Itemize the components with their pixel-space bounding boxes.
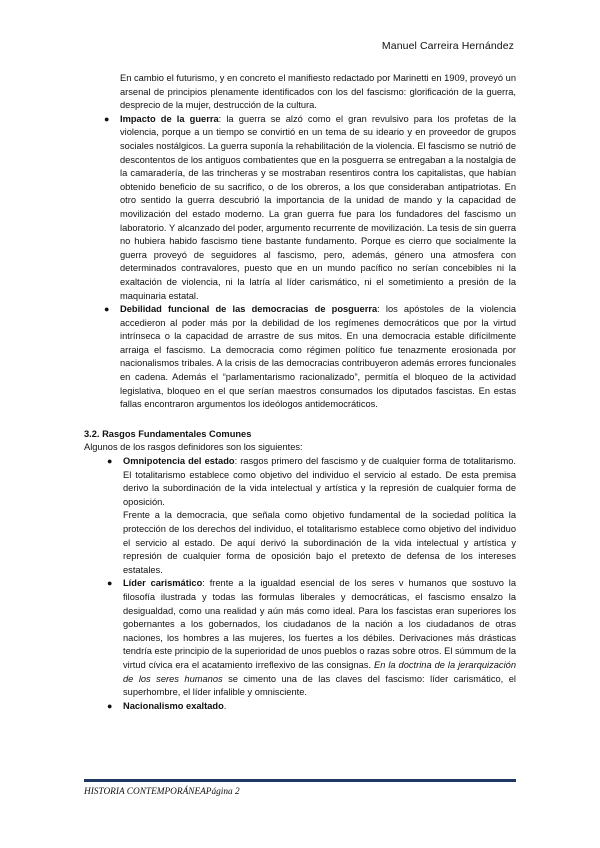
bullet-impacto-guerra (84, 113, 516, 303)
section-lead: Algunos de los rasgos definidores son los siguientes: (84, 442, 303, 453)
omnipotencia-continuation: Frente a la democracia, que señala como objetivo fundamental de la sociedad política la protección de los derechos del individuo, el totalitarismo establece como objetivo del individuo el servicio al estado. De aquí derivó la subordinación de la vida intelectual y artística y represión de cualquier forma de oposición bajo el pretexto de defensa de los intereses estatales. (123, 510, 516, 575)
bullet-italic-text: En la doctrina de la jerarquización de los seres humanos (123, 659, 516, 684)
bullet-text: se cimento una de las claves del fascismo: líder carismático, el superhombre, el líder infalible y omnisciente. (123, 673, 516, 698)
page-body (84, 72, 516, 713)
bullet-nacionalismo (84, 700, 516, 714)
bullet-icon: ● (104, 304, 110, 315)
footer-text: HISTORIA CONTEMPORÁNEAPágina 2 (84, 787, 240, 797)
bullet-text: : rasgos primero del fascismo y de cualquier forma de totalitarismo. El totalitarismo establece como objetivo del individuo el servicio al estado. De esta premisa derivo la subordinación de la vida intelectual y artística y la represión de cualquier forma de oposición. (123, 456, 516, 507)
bullet-title: Nacionalismo exaltado (123, 700, 224, 711)
bullet-title: Debilidad funcional de las democracias de posguerra (120, 304, 378, 315)
footer-divider (84, 779, 516, 782)
section-heading: 3.2. Rasgos Fundamentales Comunes (84, 428, 252, 439)
bullet-title: Líder carismático (123, 578, 203, 589)
bullet-omnipotencia (84, 455, 516, 509)
bullet-icon: ● (104, 113, 110, 124)
bullet-icon: ● (107, 578, 113, 589)
bullet-text: : frente a la igualdad esencial de los seres v humanos que sostuvo la filosofía ilustrada y todas las formulas liberales y democráticas, el fascismo ensalzo la desigualdad, como una realidad y aún más como ideal. Para los fascistas eran superiores los gobernantes a los gobernados, los ciudadanos de la nación a los ciudadanos de otras naciones, los hombres a las mujeres, los fuertes a los débiles. Derivaciones más drásticas tendría este principio de la superioridad de unos pueblos o razas sobre otros. El súmmum de la virtud cívica era el acatamiento irreflexivo de las consignas. (123, 578, 516, 670)
bullet-icon: ● (107, 700, 113, 711)
bullet-suffix: . (223, 700, 227, 711)
header-author: Manuel Carreira Hernández (381, 40, 514, 52)
bullet-lider-carismatico (84, 577, 516, 699)
bullet-title: Omnipotencia del estado (123, 456, 235, 467)
bullet-text: : los apóstoles de la violencia accedieron al poder más por la debilidad de los regímenes democráticos que por la virtud intrínseca o la capacidad de arrastre de sus mitos. En una democracia estable difícilmente arraiga el fascismo. La democracia como régimen político fue tenazmente erosionada por nacionalismos tribales. A la crisis de las democracias contribuyeron además errores funcionales en cadena. Además el “parlamentarismo racionalizado”, permitía el bloqueo de la actividad legislativa, bloqueo en el que serían maestros consumados los diputados fascistas. En estas fallas encontraron argumentos los ideólogos antidemocráticos. (120, 304, 516, 410)
bullet-title: Impacto de la guerra (120, 113, 219, 124)
bullet-icon: ● (107, 456, 113, 467)
bullet-text: : la guerra se alzó como el gran revulsivo para los profetas de la violencia, porque a un tiempo se convirtió en un tema de su ideario y en proveedor de grupos sociales nostálgicos. La guerra suponía la rehabilitación de la violencia. El fascismo se nutrió de descontentos de los antiguos combatientes que en la posguerra se entregaban a la nostalgia de la camaradería, de las trincheras y se mostraban resentiros contra los capitalistas, que habían obtenido beneficio de su sacrifico, o de los obreros, a los que consideraban antipatriotas. En otro sentido la guerra descubrió la importancia de la unidad de mando y la capacidad de movilización del estado moderno. La gran guerra fue para los fundadores del fascismo un laboratorio. Y alcanzado del poder, argumento recurrente de movilización. La tesis de sin guerra no hubiera habido fascismo tiene bastante fundamento. Porque es cierro que socialmente la guerra proveyó de seguidores al fascismo, pero, además, género una atmosfera con determinados contravalores, puesto que en un mundo pacífico no serían concebibles ni la exaltación de violencia, ni la latría al líder carismático, ni el sometimiento a presión de la maquinaria estatal. (120, 113, 516, 301)
intro-paragraph: En cambio el futurismo, y en concreto el manifiesto redactado por Marinetti en 1909, proveyó un arsenal de principios plenamente identificados con los del fascismo: glorificación de la guerra, desprecio de la mujer, destrucción de la cultura. (120, 73, 516, 111)
bullet-debilidad-democracias (84, 303, 516, 412)
